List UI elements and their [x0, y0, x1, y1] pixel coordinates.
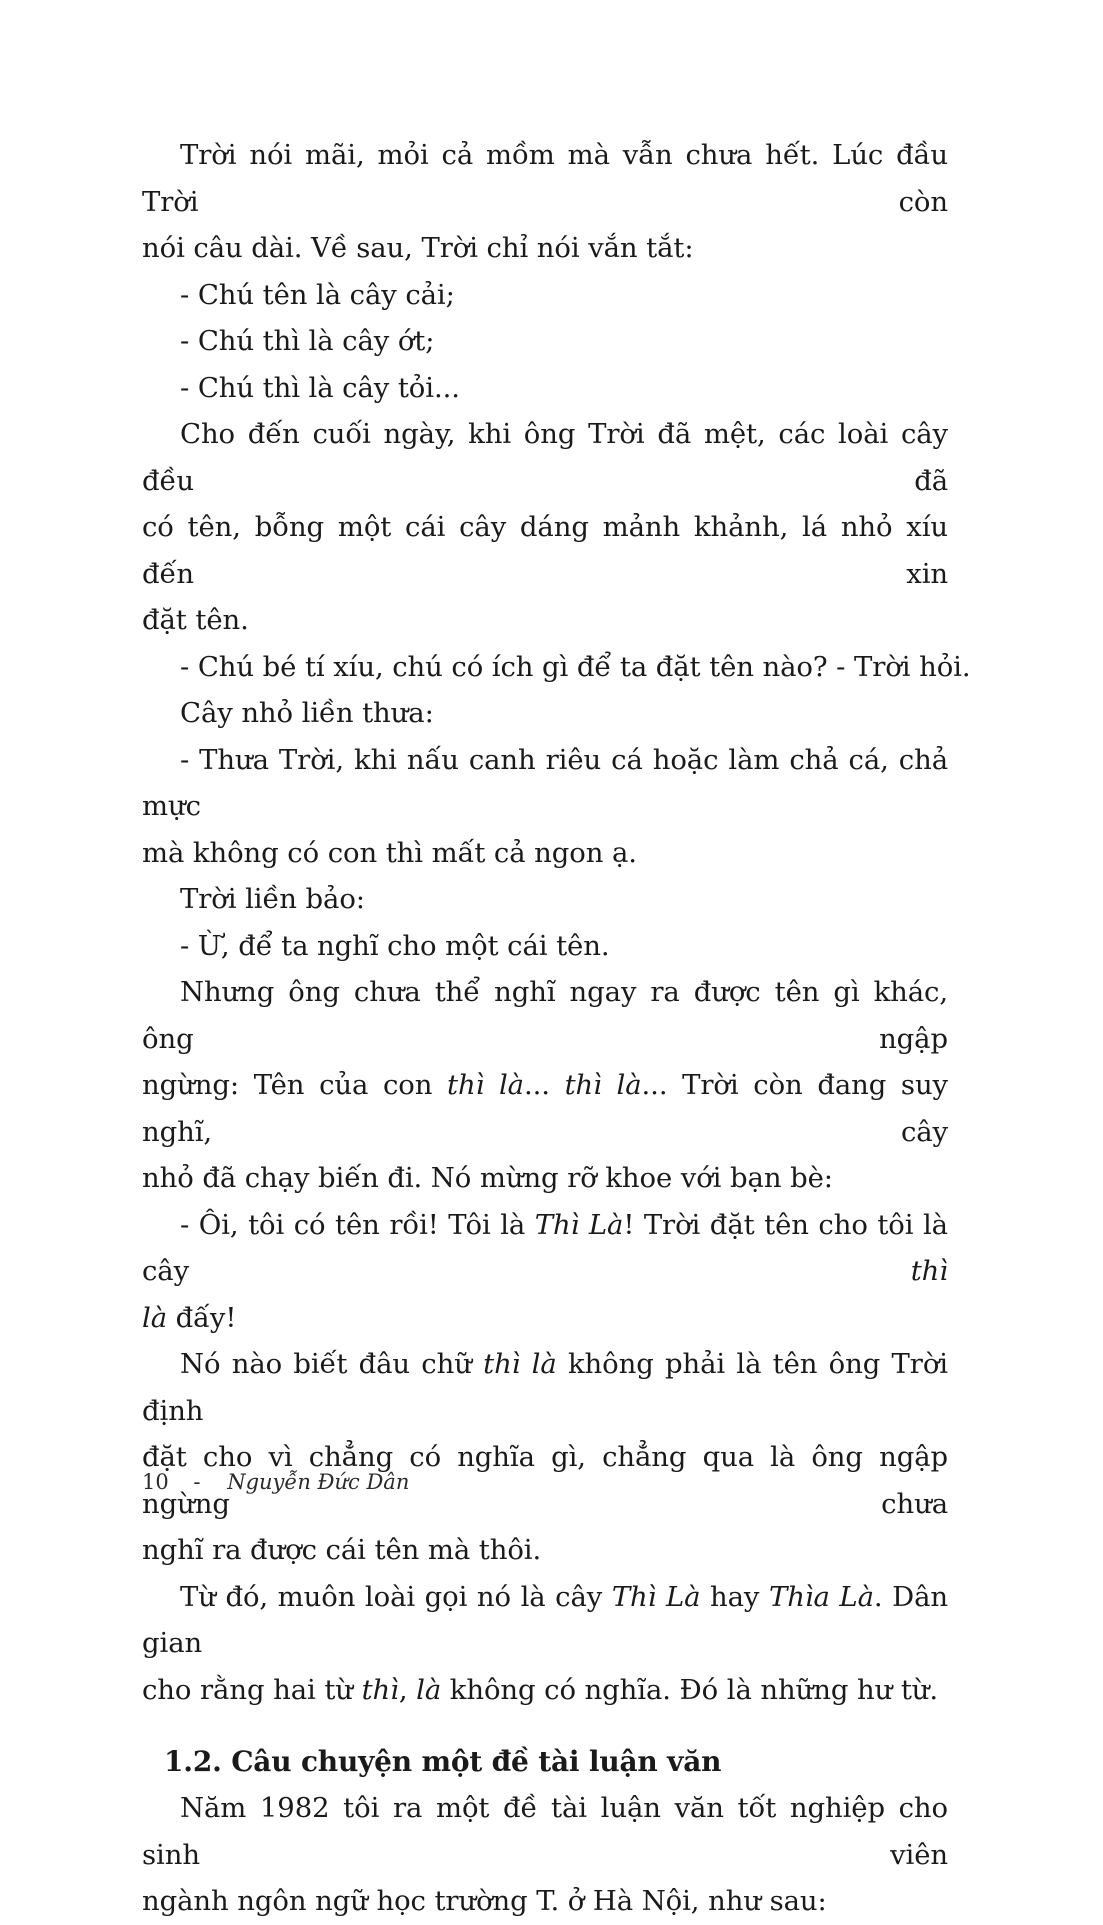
text-line: Cây nhỏ liền thưa:	[180, 697, 434, 729]
text-line: - Chú thì là cây tỏi...	[180, 371, 460, 404]
text-line: - Chú bé tí xíu, chú có ích gì để ta đặt tên nào? - Trời hỏi.	[180, 650, 971, 683]
text-line: ngừng: Tên của con thì là... thì là... Trời còn đang suy nghĩ, cây	[142, 1069, 948, 1148]
text-line: - Ừ, để ta nghĩ cho một cái tên.	[180, 929, 610, 962]
paragraph-dialogue	[142, 1202, 948, 1342]
text-line: cho rằng hai từ thì, là không có nghĩa. Đó là những hư từ.	[142, 1673, 939, 1706]
text-line: nghĩ ra được cái tên mà thôi.	[142, 1534, 542, 1566]
paragraph-dialogue	[142, 272, 948, 319]
text-line: Nhưng ông chưa thể nghĩ ngay ra được tên gì khác, ông ngập	[142, 976, 948, 1055]
paragraph-dialogue	[142, 923, 948, 970]
paragraph-dialogue	[142, 644, 971, 691]
paragraph-dialogue	[142, 318, 948, 365]
paragraph-dialogue	[142, 737, 948, 877]
text-line: - Chú thì là cây ớt;	[180, 325, 435, 357]
page-footer	[142, 1470, 409, 1494]
text-line: ngành ngôn ngữ học trường T. ở Hà Nội, như sau:	[142, 1885, 827, 1917]
paragraph-9	[142, 876, 948, 923]
paragraph-7	[142, 690, 948, 737]
page-number: 10	[142, 1470, 169, 1494]
text-line: nhỏ đã chạy biến đi. Nó mừng rỡ khoe với bạn bè:	[142, 1162, 833, 1194]
paragraph-5	[142, 411, 948, 644]
text-line: nói câu dài. Về sau, Trời chỉ nói vắn tắt:	[142, 232, 694, 264]
text-line: Trời nói mãi, mỏi cả mồm mà vẫn chưa hết. Lúc đầu Trời còn	[142, 139, 948, 218]
text-line: có tên, bỗng một cái cây dáng mảnh khảnh, lá nhỏ xíu đến xin	[142, 511, 948, 590]
text-line: Cho đến cuối ngày, khi ông Trời đã mệt, các loài cây đều đã	[142, 418, 948, 497]
text-line: Trời liền bảo:	[180, 883, 365, 915]
author-name: Nguyễn Đức Dân	[227, 1470, 410, 1494]
section-heading: 1.2. Câu chuyện một đề tài luận văn	[164, 1745, 722, 1778]
paragraph-1	[142, 132, 948, 272]
paragraph-14	[142, 1574, 948, 1714]
text-line: đặt tên.	[142, 604, 249, 636]
paragraph-dialogue	[142, 365, 948, 412]
page-body	[142, 132, 971, 1925]
paragraph-11	[142, 969, 948, 1202]
text-line: - Thưa Trời, khi nấu canh riêu cá hoặc làm chả cá, chả mực	[142, 743, 948, 822]
text-line: Từ đó, muôn loài gọi nó là cây Thì Là hay Thìa Là. Dân gian	[142, 1580, 948, 1659]
section-paragraph	[142, 1785, 948, 1925]
text-line: Năm 1982 tôi ra một đề tài luận văn tốt nghiệp cho sinh viên	[142, 1792, 948, 1871]
text-line: mà không có con thì mất cả ngon ạ.	[142, 836, 637, 869]
text-line: đặt cho vì chẳng có nghĩa gì, chẳng qua là ông ngập ngừng chưa	[142, 1441, 948, 1520]
footer-separator: -	[193, 1470, 201, 1494]
paragraph-13	[142, 1341, 948, 1574]
text-line: là đấy!	[142, 1301, 237, 1334]
text-line: - Chú tên là cây cải;	[180, 278, 455, 311]
text-line: - Ôi, tôi có tên rồi! Tôi là Thì Là! Trời đặt tên cho tôi là cây thì	[142, 1208, 948, 1287]
text-line: Nó nào biết đâu chữ thì là không phải là tên ông Trời định	[142, 1348, 948, 1427]
